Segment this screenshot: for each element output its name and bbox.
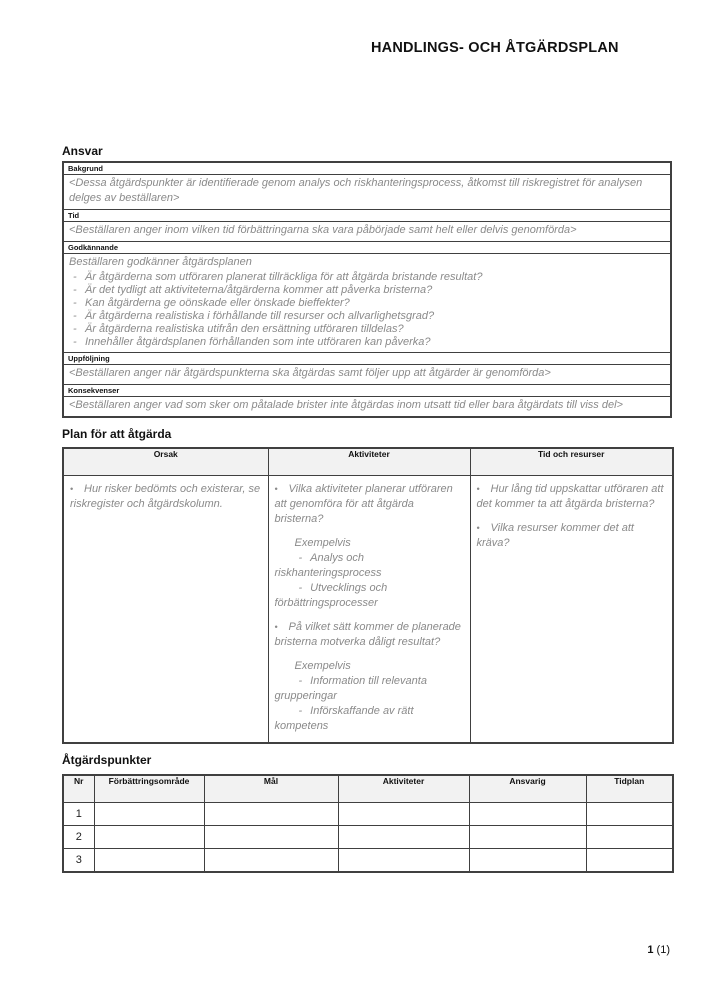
example-item-text: Införskaffande av rätt kompetens (274, 705, 414, 732)
plan-heading: Plan för att åtgärda (62, 427, 172, 441)
table-row (63, 222, 671, 242)
table-header-row (63, 448, 673, 476)
table-row (63, 365, 671, 385)
row-number: 2 (63, 826, 94, 849)
ansvar-label-bakgrund: Bakgrund (63, 162, 671, 175)
ansvar-label-tid: Tid (63, 210, 671, 222)
checklist-item-text: Är åtgärderna realistiska i förhållande till resurser och allvarlighetsgrad? (85, 310, 435, 322)
bullet-marker: • (274, 622, 278, 632)
placeholder-text: <Beställaren anger när åtgärdspunkterna ska åtgärdas samt följer upp att åtgärder är genomförda> (69, 367, 551, 379)
godkannande-intro: Beställaren godkänner åtgärdsplanen (69, 256, 252, 268)
cell-aktiviteter (338, 803, 469, 826)
col-ansvarig: Ansvarig (469, 775, 586, 803)
checklist-item (69, 336, 665, 349)
plan-cell-aktiviteter (268, 476, 470, 744)
cell-mal (204, 849, 338, 873)
checklist-item (69, 284, 665, 297)
page-number (647, 944, 670, 956)
dash-marker: - (298, 705, 303, 717)
plan-cell-tid-och-resurser (470, 476, 673, 744)
cell-forbattringsomrade (94, 803, 204, 826)
table-row (63, 254, 671, 353)
checklist-item-text: Är åtgärderna realistiska utifrån den ersättning utföraren tilldelas? (85, 323, 404, 335)
table-row (63, 162, 671, 175)
col-tidplan: Tidplan (586, 775, 673, 803)
table-row (63, 353, 671, 365)
cell-tidplan (586, 803, 673, 826)
cell-mal (204, 826, 338, 849)
col-nr: Nr (63, 775, 94, 803)
dash-marker: - (73, 297, 77, 309)
bullet-item (477, 521, 667, 551)
checklist-item-text: Är åtgärderna som utföraren planerat tillräckliga för att åtgärda bristande resultat? (85, 271, 483, 283)
document-title: HANDLINGS- OCH ÅTGÄRDSPLAN (371, 40, 619, 56)
col-forbattringsomrade: Förbättringsområde (94, 775, 204, 803)
bullet-marker: • (70, 484, 74, 494)
checklist-item (69, 297, 665, 310)
bullet-marker: • (476, 523, 480, 533)
bullet-item-text: Vilka resurser kommer det att kräva? (476, 522, 634, 549)
section-atgardspunkter (62, 753, 672, 873)
ansvar-heading: Ansvar (62, 144, 103, 158)
page-number-total: (1) (656, 944, 670, 956)
table-header-row (63, 775, 673, 803)
cell-tidplan (586, 849, 673, 873)
cell-forbattringsomrade (94, 826, 204, 849)
ansvar-table (62, 161, 672, 418)
ansvar-label-uppfoljning: Uppföljning (63, 353, 671, 365)
dash-marker: - (73, 323, 77, 335)
bullet-item (275, 482, 464, 527)
plan-cell-orsak (63, 476, 268, 744)
placeholder-text: <Dessa åtgärdspunkter är identifierade genom analys och riskhanteringsprocess, åtkomst till riskregistret för analysen delges av beställaren> (69, 177, 643, 204)
table-row (63, 385, 671, 397)
cell-ansvarig (469, 803, 586, 826)
bullet-item (477, 482, 667, 512)
placeholder-text: <Beställaren anger inom vilken tid förbättringarna ska vara påbörjade samt helt eller delvis genomförda> (69, 224, 577, 236)
row-number: 1 (63, 803, 94, 826)
section-plan (62, 427, 672, 744)
dash-marker: - (73, 336, 77, 348)
page-number-current: 1 (647, 944, 654, 956)
cell-mal (204, 803, 338, 826)
bullet-item (275, 620, 464, 650)
plan-table (62, 447, 674, 744)
cell-forbattringsomrade (94, 849, 204, 873)
table-row (63, 476, 673, 744)
dash-marker: - (298, 675, 303, 687)
checklist-item-text: Kan åtgärderna ge oönskade eller önskade bieffekter? (85, 297, 350, 309)
cell-ansvarig (469, 826, 586, 849)
checklist-item-text: Innehåller åtgärdsplanen förhållanden som inte utföraren kan påverka? (85, 336, 431, 348)
dash-marker: - (298, 582, 303, 594)
cell-aktiviteter (338, 826, 469, 849)
cell-ansvarig (469, 849, 586, 873)
table-row (63, 849, 673, 873)
example-item-text: Analys och riskhanteringsprocess (274, 552, 382, 579)
cell-aktiviteter (338, 849, 469, 873)
example-item (275, 704, 464, 734)
table-row (63, 210, 671, 222)
example-item (275, 551, 464, 581)
example-item-text: Utvecklings och förbättringsprocesser (274, 582, 388, 609)
plan-col-orsak: Orsak (63, 448, 268, 476)
atgardspunkter-heading: Åtgärdspunkter (62, 753, 152, 767)
table-row (63, 397, 671, 418)
ansvar-content-tid (63, 222, 671, 242)
checklist-item-text: Är det tydligt att aktiviteterna/åtgärderna kommer att påverka bristerna? (85, 284, 433, 296)
example-label: Exempelvis (294, 660, 351, 672)
table-row (63, 242, 671, 254)
checklist-item (69, 271, 665, 284)
ansvar-label-konsekvenser: Konsekvenser (63, 385, 671, 397)
checklist-item (69, 310, 665, 323)
section-ansvar (62, 144, 672, 418)
bullet-marker: • (274, 484, 278, 494)
bullet-marker: • (476, 484, 480, 494)
table-row (63, 826, 673, 849)
col-aktiviteter: Aktiviteter (338, 775, 469, 803)
example-item (275, 674, 464, 704)
bullet-item-text: Hur risker bedömts och existerar, se riskregister och åtgärdskolumn. (70, 483, 261, 510)
placeholder-text: <Beställaren anger vad som sker om påtalade brister inte åtgärdas inom utsatt tid eller bara åtgärdats till viss del> (69, 399, 623, 411)
col-mal: Mål (204, 775, 338, 803)
dash-marker: - (73, 271, 77, 283)
ansvar-content-konsekvenser (63, 397, 671, 418)
table-row (63, 175, 671, 210)
example-label: Exempelvis (294, 537, 351, 549)
ansvar-content-godkannande (63, 254, 671, 353)
ansvar-content-bakgrund (63, 175, 671, 210)
example-item-text: Information till relevanta grupperingar (274, 675, 427, 702)
dash-marker: - (73, 284, 77, 296)
ansvar-content-uppfoljning (63, 365, 671, 385)
bullet-item-text: På vilket sätt kommer de planerade bristerna motverka dåligt resultat? (274, 621, 461, 648)
checklist-item (69, 323, 665, 336)
atgardspunkter-table (62, 774, 674, 873)
row-number: 3 (63, 849, 94, 873)
cell-tidplan (586, 826, 673, 849)
bullet-item-text: Hur lång tid uppskattar utföraren att det kommer ta att åtgärda bristerna? (476, 483, 664, 510)
plan-col-aktiviteter: Aktiviteter (268, 448, 470, 476)
plan-col-tid-och-resurser: Tid och resurser (470, 448, 673, 476)
bullet-item-text: Vilka aktiviteter planerar utföraren att genomföra för att åtgärda bristerna? (274, 483, 453, 525)
dash-marker: - (73, 310, 77, 322)
example-item (275, 581, 464, 611)
table-row (63, 803, 673, 826)
bullet-item (70, 482, 262, 512)
dash-marker: - (298, 552, 303, 564)
ansvar-label-godkannande: Godkännande (63, 242, 671, 254)
